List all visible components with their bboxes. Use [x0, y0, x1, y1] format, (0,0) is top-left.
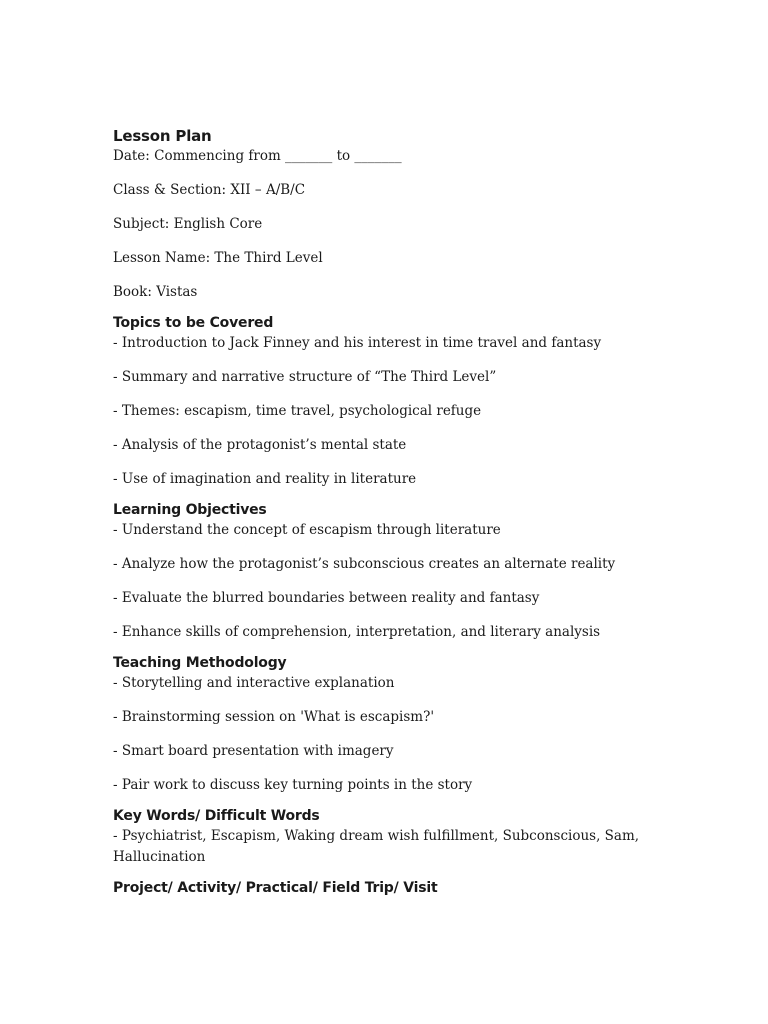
list-item: - Storytelling and interactive explanation [113, 675, 395, 691]
project-section [113, 878, 713, 898]
book-line: Book: Vistas [113, 284, 198, 300]
methodology-section [113, 653, 713, 796]
list-item: - Themes: escapism, time travel, psychological refuge [113, 403, 482, 419]
list-item: - Smart board presentation with imagery [113, 743, 394, 759]
document-page [113, 126, 713, 898]
page-title: Lesson Plan [113, 127, 212, 145]
list-item: - Brainstorming session on 'What is escapism?' [113, 709, 435, 725]
keywords-line: - Psychiatrist, Escapism, Waking dream wish fulfillment, Subconscious, Sam, [113, 828, 640, 844]
list-item: - Summary and narrative structure of “The Third Level” [113, 369, 497, 385]
objectives-section [113, 500, 713, 643]
objectives-heading: Learning Objectives [113, 502, 267, 518]
methodology-heading: Teaching Methodology [113, 655, 287, 671]
subject-line: Subject: English Core [113, 216, 263, 232]
list-item: - Evaluate the blurred boundaries between reality and fantasy [113, 590, 540, 606]
keywords-heading: Key Words/ Difficult Words [113, 808, 320, 824]
date-line: Date: Commencing from _______ to _______ [113, 148, 402, 164]
list-item: - Understand the concept of escapism through literature [113, 522, 501, 538]
list-item: - Use of imagination and reality in literature [113, 471, 417, 487]
topics-section [113, 313, 713, 490]
topics-heading: Topics to be Covered [113, 315, 274, 331]
list-item: - Analysis of the protagonist’s mental state [113, 437, 407, 453]
lesson-name-line: Lesson Name: The Third Level [113, 250, 323, 266]
keywords-line-continued: Hallucination [113, 849, 206, 865]
list-item: - Enhance skills of comprehension, interpretation, and literary analysis [113, 624, 601, 640]
list-item: - Introduction to Jack Finney and his interest in time travel and fantasy [113, 335, 602, 351]
list-item: - Pair work to discuss key turning points in the story [113, 777, 473, 793]
keywords-section [113, 806, 713, 868]
list-item: - Analyze how the protagonist’s subconscious creates an alternate reality [113, 556, 616, 572]
class-section-line: Class & Section: XII – A/B/C [113, 182, 306, 198]
project-heading: Project/ Activity/ Practical/ Field Trip/ Visit [113, 880, 438, 896]
